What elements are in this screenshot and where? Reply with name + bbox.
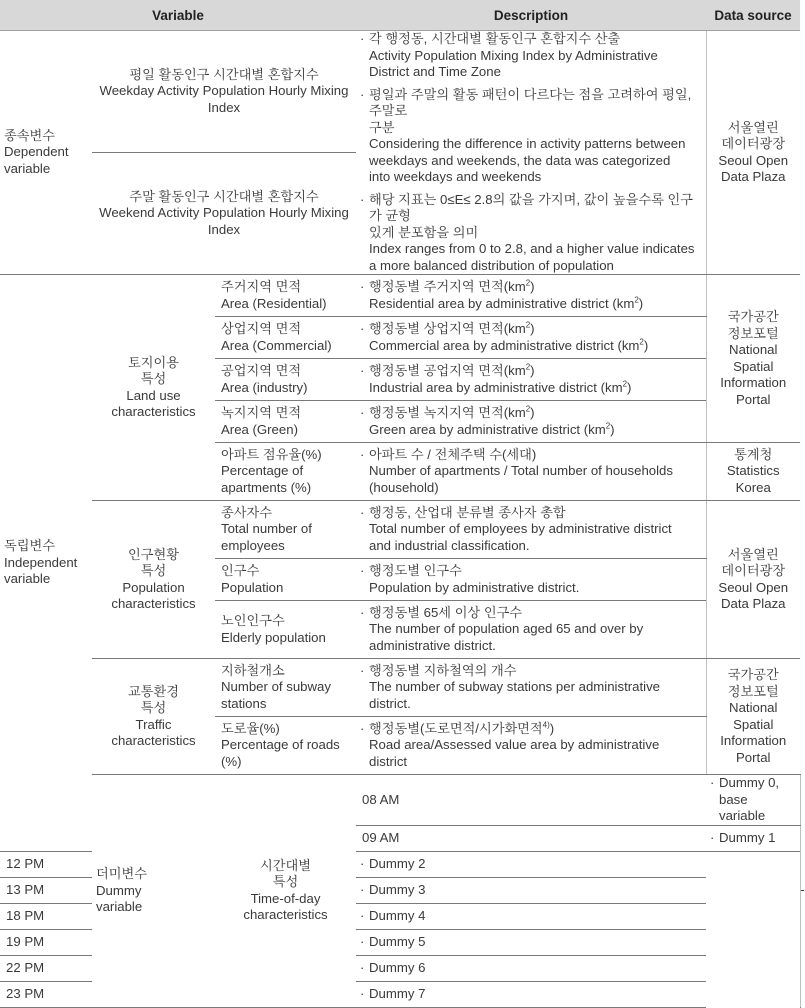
landuse-industry-variable: 공업지역 면적 Area (industry): [215, 359, 356, 401]
weekend-mixing-index: 주말 활동인구 시간대별 혼합지수 Weekend Activity Population Hourly Mixing Index: [92, 153, 356, 275]
landuse-commercial-description: · 행정동별 상업지역 면적$(km^2)$ Commercial area by administrative district $(km^2)$: [356, 317, 706, 359]
dependent-row-weekday: [0, 31, 800, 153]
dummy-description: · Dummy 5: [356, 929, 706, 955]
header-description: Description: [356, 0, 706, 31]
population-group: 인구현황 특성 Population characteristics: [92, 501, 215, 659]
landuse-group: 토지이용 특성 Land use characteristics: [92, 275, 215, 501]
landuse-industry-description: · 행정동별 공업지역 면적$(km^2)$ Industrial area by administrative district $(km^2)$: [356, 359, 706, 401]
traffic-source: 국가공간 정보포털 National Spatial Information Portal: [706, 659, 800, 775]
elderly-variable: 노인인구수 Elderly population: [215, 601, 356, 659]
dummy-time: 08 AM: [356, 775, 706, 826]
dependent-source: 서울열린 데이터광장 Seoul Open Data Plaza: [706, 31, 800, 275]
dummy-description: · Dummy 6: [356, 955, 706, 981]
dependent-category: 종속변수 Dependent variable: [0, 31, 92, 275]
elderly-description: · 행정동별 65세 이상 인구수 The number of population aged 65 and over by administrative district.: [356, 601, 706, 659]
landuse-green-description: · 행정동별 녹지지역 면적$(km^2)$ Green area by administrative district $(km^2)$: [356, 401, 706, 443]
dummy-description: · Dummy 1: [706, 825, 800, 851]
population-row-employees: [0, 501, 800, 559]
apartments-variable: 아파트 점유율(%) Percentage of apartments (%): [215, 443, 356, 501]
header-variable: Variable: [0, 0, 356, 31]
landuse-residential-variable: 주거지역 면적 Area (Residential): [215, 275, 356, 317]
population-source: 서울열린 데이터광장 Seoul Open Data Plaza: [706, 501, 800, 659]
dummy-time: 23 PM: [0, 981, 92, 1007]
subway-variable: 지하철개소 Number of subway stations: [215, 659, 356, 717]
header-data-source: Data source: [706, 0, 800, 31]
dummy-category: 더미변수 Dummy variable: [92, 775, 215, 1008]
population-variable: 인구수 Population: [215, 559, 356, 601]
population-description: · 행정도별 인구수 Population by administrative district.: [356, 559, 706, 601]
dummy-description: · Dummy 3: [356, 877, 706, 903]
independent-category: 독립변수 Independent variable: [0, 275, 92, 852]
table-header: [0, 0, 800, 31]
dummy-row-0: 더미변수 Dummy variable 시간대별 특성 Time-of-day characteristics 08 AM · Dummy 0, base variable -: [0, 775, 800, 826]
dummy-description: · Dummy 2: [356, 851, 706, 877]
dummy-description: · Dummy 7: [356, 981, 706, 1007]
landuse-commercial-variable: 상업지역 면적 Area (Commercial): [215, 317, 356, 359]
dummy-time: 13 PM: [0, 877, 92, 903]
landuse-residential-description: · 행정동별 주거지역 면적$(km^2)$ Residential area by administrative district $(km^2)$: [356, 275, 706, 317]
dummy-description: · Dummy 0, base variable: [706, 775, 800, 826]
employees-description: · 행정동, 산업대 분류별 종사자 총합 Total number of employees by administrative district and industrial classification.: [356, 501, 706, 559]
weekday-mixing-index: 평일 활동인구 시간대별 혼합지수 Weekday Activity Population Hourly Mixing Index: [92, 31, 356, 153]
employees-variable: 종사자수 Total number of employees: [215, 501, 356, 559]
dummy-time: 09 AM: [356, 825, 706, 851]
landuse-row-residential: [0, 275, 800, 317]
roads-description: · 행정동별(도로면적/시가화면적$^{4)}$) Road area/Assessed value area by administrative district: [356, 717, 706, 775]
apartments-source: 통계청 Statistics Korea: [706, 443, 800, 501]
apartments-description: · 아파트 수 / 전체주택 수(세대) Number of apartments / Total number of households (household): [356, 443, 706, 501]
dummy-time: 19 PM: [0, 929, 92, 955]
traffic-group: 교통환경 특성 Traffic characteristics: [92, 659, 215, 775]
dummy-description: · Dummy 4: [356, 903, 706, 929]
dummy-time: 22 PM: [0, 955, 92, 981]
dependent-description: · 각 행정동, 시간대별 활동인구 혼합지수 산출 Activity Population Mixing Index by Administrative District and Time Zone · 평일과 주말의 활동 패턴이 다르다는 점을 고려하여 평일, 주말로 구분 Considering the difference in activity patterns between weekdays and weekends, the data was categorized into weekdays and weekends · 해당 지표는 0≤E≤ 2.8의 값을 가지며, 값이 높을수록 인구가 균형 있게 분포함을 의미 Index ranges from 0 to 2.8, and a higher value indicates a more balanced distribution of population: [356, 31, 706, 275]
landuse-source: 국가공간 정보포털 National Spatial Information Portal: [706, 275, 800, 443]
dummy-time: 12 PM: [0, 851, 92, 877]
traffic-row-subway: [0, 659, 800, 717]
roads-variable: 도로율(%) Percentage of roads (%): [215, 717, 356, 775]
dummy-time: 18 PM: [0, 903, 92, 929]
time-of-day-group: 시간대별 특성 Time-of-day characteristics: [215, 775, 356, 1008]
landuse-green-variable: 녹지지역 면적 Area (Green): [215, 401, 356, 443]
subway-description: · 행정동별 지하철역의 개수 The number of subway stations per administrative district.: [356, 659, 706, 717]
